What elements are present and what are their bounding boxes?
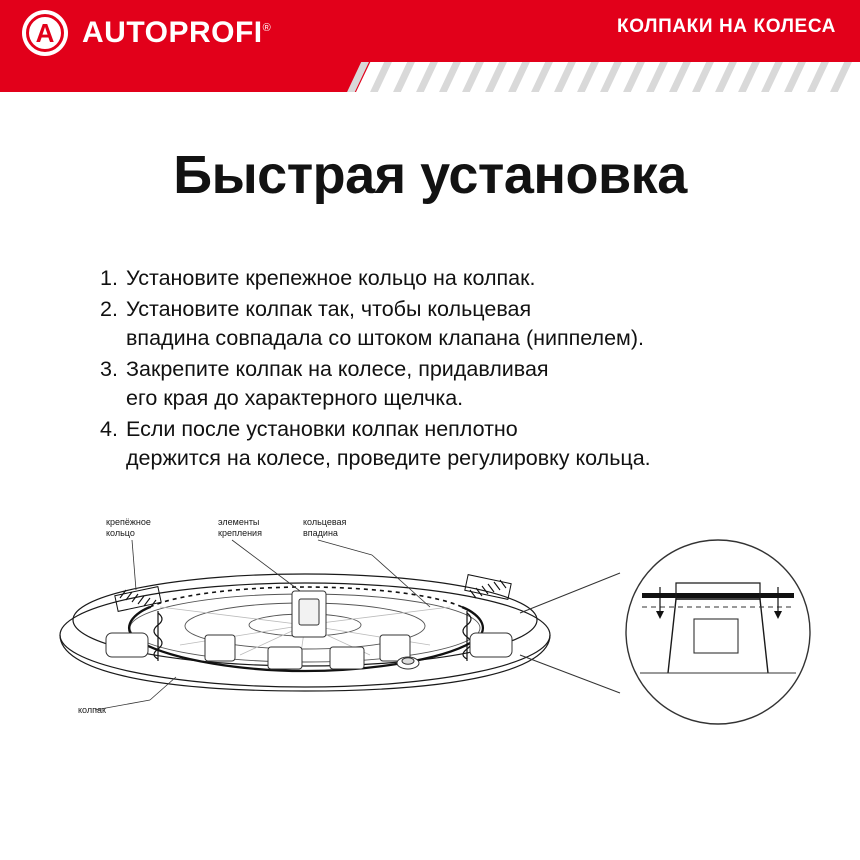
step-line-2: держится на колесе, проведите регулировку кольца. — [126, 446, 651, 470]
label-ring-line1: крепёжное — [106, 517, 151, 527]
step-number: 3. — [100, 357, 118, 381]
logo-letter: A — [35, 17, 55, 48]
callout-label-groove — [303, 517, 347, 538]
step-text — [126, 264, 860, 293]
list-item — [100, 355, 860, 413]
instruction-list — [0, 264, 860, 473]
step-text — [126, 295, 860, 353]
callout-label-cap — [78, 705, 106, 715]
brand-registered-mark: ® — [262, 22, 272, 34]
list-item — [100, 264, 860, 293]
step-number: 2. — [100, 297, 118, 321]
step-line-2: впадина совпадала со штоком клапана (ниппелем). — [126, 326, 644, 350]
brand-name-text: AUTOPROFI — [82, 16, 263, 49]
valve-groove — [397, 657, 419, 669]
step-line-1: Установите колпак так, чтобы кольцевая — [126, 297, 532, 321]
step-line-1: Установите крепежное кольцо на колпак. — [126, 266, 536, 290]
page-header — [0, 0, 860, 92]
step-line-1: Если после установки колпак неплотно — [126, 417, 518, 441]
callout-label-clips — [218, 517, 262, 538]
label-groove-line2: впадина — [303, 528, 338, 538]
ring-spring-right — [465, 575, 511, 600]
label-ring-line2: кольцо — [106, 528, 135, 538]
ring-tension-spring-left — [154, 611, 162, 661]
ring-spring-left — [115, 587, 161, 612]
step-number: 1. — [100, 266, 118, 290]
page-title: Быстрая установка — [173, 145, 687, 205]
label-clips-line2: крепления — [218, 528, 262, 538]
header-category-title: КОЛПАКИ НА КОЛЕСА — [617, 16, 836, 37]
list-item — [100, 295, 860, 353]
callout-label-ring — [106, 517, 151, 538]
logo-circle-a-icon — [22, 10, 68, 56]
step-line-1: Закрепите колпак на колесе, придавливая — [126, 357, 549, 381]
step-number: 4. — [100, 417, 118, 441]
step-line-2: его края до характерного щелчка. — [126, 386, 464, 410]
header-hatch-pattern — [340, 62, 860, 92]
step-text — [126, 415, 860, 473]
wheel-cap-diagram — [0, 495, 860, 745]
brand-name — [82, 16, 271, 50]
brand-logo[interactable] — [22, 10, 271, 56]
detail-zoom-callout — [520, 540, 810, 724]
step-text — [126, 355, 860, 413]
label-clips-line1: элементы — [218, 517, 260, 527]
label-cap: колпак — [78, 705, 106, 715]
label-groove-line1: кольцевая — [303, 517, 347, 527]
list-item — [100, 415, 860, 473]
